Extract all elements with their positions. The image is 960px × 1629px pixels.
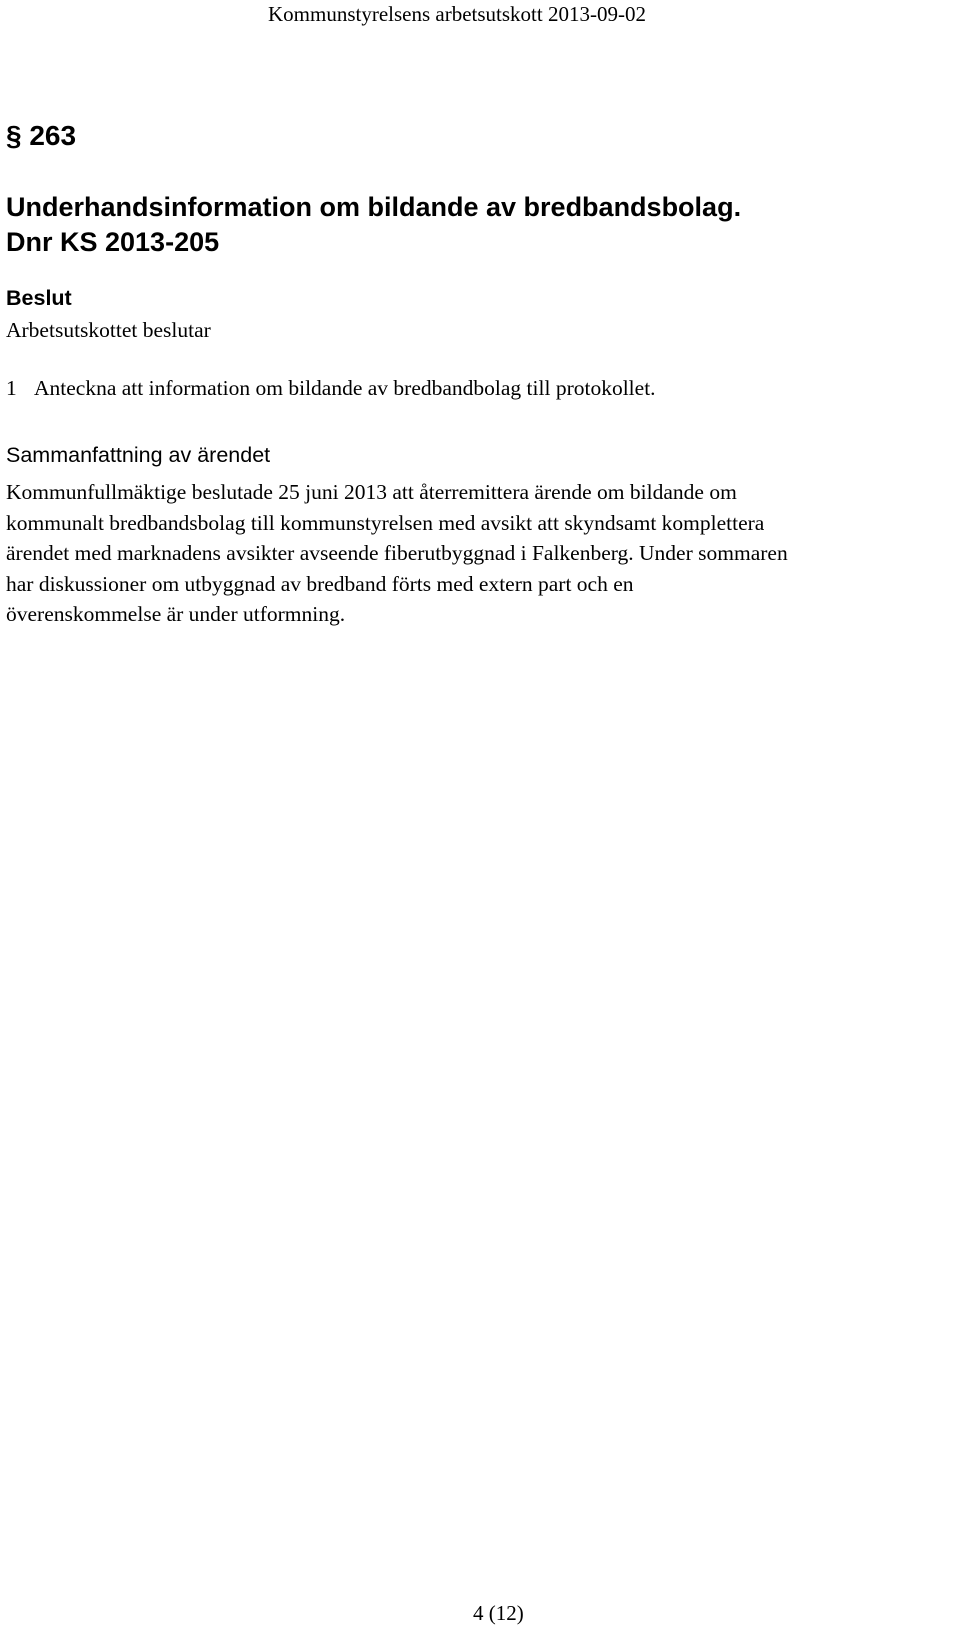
decision-item <box>6 376 656 401</box>
running-header: Kommunstyrelsens arbetsutskott 2013-09-02 <box>268 2 646 26</box>
section-number <box>6 120 76 152</box>
diary-number: Dnr KS 2013-205 <box>6 227 220 257</box>
summary-line: har diskussioner om utbyggnad av bredband förts med extern part och en <box>6 571 634 596</box>
item-title: Underhandsinformation om bildande av bredbandsbolag. <box>6 192 742 222</box>
summary-body <box>6 477 960 630</box>
section-symbol: § <box>6 120 22 151</box>
summary-line: ärendet med marknadens avsikter avseende fiberutbyggnad i Falkenberg. Under sommaren <box>6 541 788 565</box>
section-number-value: 263 <box>29 120 77 151</box>
summary-line: Kommunfullmäktige beslutade 25 juni 2013 att återremittera ärende om bildande om <box>6 480 737 504</box>
summary-heading: Sammanfattning av ärendet <box>6 443 271 467</box>
decision-intro: Arbetsutskottet beslutar <box>6 318 211 342</box>
decision-heading: Beslut <box>6 286 72 310</box>
decision-item-text: Anteckna att information om bildande av bredbandbolag till protokollet. <box>34 376 656 400</box>
item-title-block <box>6 190 741 260</box>
summary-line: kommunalt bredbandsbolag till kommunstyrelsen med avsikt att skyndsamt komplettera <box>6 510 765 535</box>
summary-line: överenskommelse är under utformning. <box>6 602 346 626</box>
decision-item-number: 1 <box>6 376 17 400</box>
page-number: 4 (12) <box>473 1601 524 1625</box>
